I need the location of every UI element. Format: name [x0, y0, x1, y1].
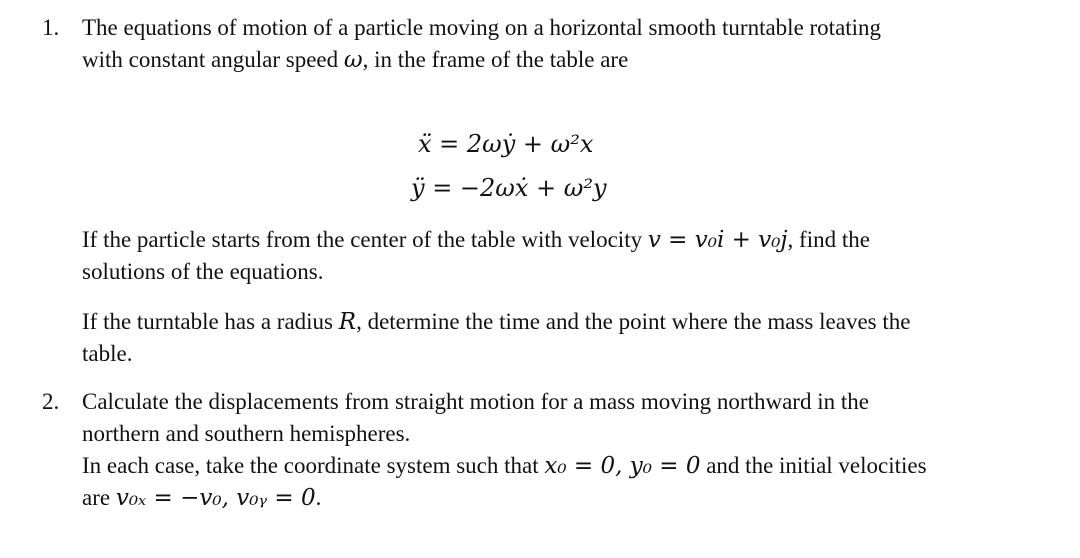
problem-2-line-3 — [82, 450, 1042, 482]
problem-1-intro — [82, 12, 1042, 76]
initial-velocity-expression: v₀ₓ = −v₀, v₀ᵧ = 0 — [115, 485, 316, 511]
problem-number: 2. — [42, 389, 60, 414]
radius-symbol: R — [338, 309, 357, 335]
problem-1-intro-line-2 — [82, 44, 1042, 76]
equation-x: ẍ = 2ωẏ + ω²x — [418, 130, 594, 158]
problem-2-line-3-text: In each case, take the coordinate system such that — [82, 453, 545, 478]
initial-position-expression: x₀ = 0, y₀ = 0 — [544, 453, 701, 479]
paragraph-2-text: If the particle starts from the center of the table with velocity — [82, 227, 648, 252]
problem-2-line-2: northern and southern hemispheres. — [82, 421, 411, 446]
problem-1-paragraph-3 — [82, 306, 1042, 370]
paragraph-2-line-1 — [82, 224, 1042, 256]
velocity-expression: v = v₀i + v₀j — [647, 227, 788, 253]
intro-text: with constant angular speed — [82, 47, 344, 72]
problem-2-line-1: Calculate the displacements from straight motion for a mass moving northward in the — [82, 389, 869, 414]
intro-text-end: , in the frame of the table are — [362, 47, 629, 72]
equation-y: ÿ = −2ωẋ + ω²y — [411, 174, 607, 202]
paragraph-3-text: If the turntable has a radius — [82, 309, 339, 334]
omega-symbol: ω — [343, 47, 363, 73]
problem-2-line-4-text: are — [82, 485, 116, 510]
paragraph-2-text-end: , find the — [787, 227, 870, 252]
paragraph-3-line-2: table. — [82, 341, 133, 366]
problem-2-line-3-text-end: and the initial velocities — [700, 453, 927, 478]
problem-2-line-4 — [82, 482, 1042, 514]
problem-1-intro-line-1: The equations of motion of a particle moving on a horizontal smooth turntable rotating — [82, 15, 882, 40]
problem-2-line-4-end: . — [315, 485, 322, 510]
problem-number: 1. — [42, 15, 60, 40]
paragraph-2-line-2: solutions of the equations. — [82, 259, 324, 284]
problem-1-paragraph-2 — [82, 224, 1042, 288]
problem-2-text — [82, 386, 1042, 514]
paragraph-3-line-1 — [82, 306, 1042, 338]
paragraph-3-text-end: , determine the time and the point where the mass leaves the — [356, 309, 911, 334]
